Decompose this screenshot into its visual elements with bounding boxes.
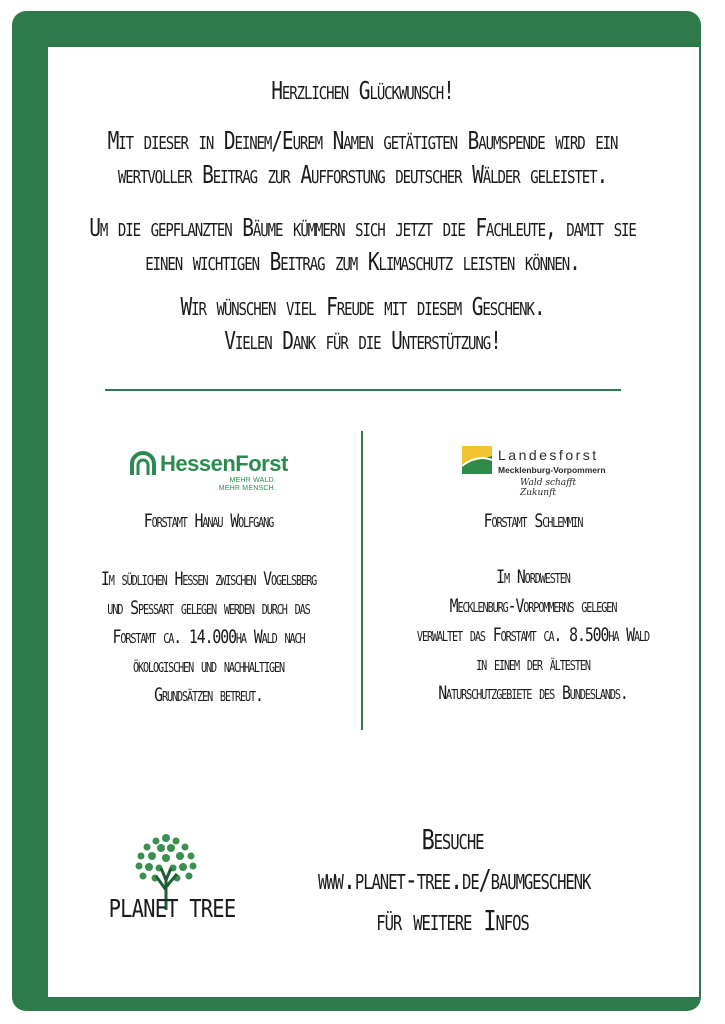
description-right-line-2: Mecklenburg-Vorpommerns gelegen — [449, 595, 617, 617]
landesforst-slogan: Wald schafft Zukunft — [520, 478, 577, 498]
intro-paragraph-3-line-1: Wir wünschen viel Freude mit diesem Geschenk. — [180, 292, 545, 321]
description-left-line-5: Grundsätzen betreut. — [154, 684, 263, 706]
intro-paragraph-1 — [0, 124, 725, 192]
description-left-line-1: Im südlichen Hessen zwischen Vogelsberg — [100, 568, 317, 590]
description-left-line-3: Forstamt ca. 14.000ha Wald nach — [112, 626, 305, 648]
visit-line-1: Besuche — [421, 823, 484, 856]
intro-paragraph-1-line-2: wertvoller Beitrag zur Aufforstung deutscher Wälder geleistet. — [117, 160, 608, 189]
intro-paragraph-2-line-1: Um die gepflanzten Bäume kümmern sich jetzt die Fachleute, damit sie — [89, 213, 636, 242]
intro-paragraph-3-line-2: Vielen Dank für die Unterstützung! — [224, 326, 501, 355]
description-left — [36, 565, 381, 710]
landesforst-logo — [462, 446, 612, 498]
intro-paragraph-2 — [0, 211, 725, 279]
visit-url-link[interactable]: www.planet-tree.de/baumgeschenk — [317, 863, 591, 896]
hessenforst-logo — [130, 449, 290, 493]
planet-tree-logo — [96, 832, 236, 924]
intro-paragraph-3 — [0, 290, 725, 358]
section-divider-horizontal — [105, 389, 621, 391]
forest-office-right: Forstamt Schlemmin — [483, 510, 583, 532]
intro-paragraph-2-line-2: einen wichtigen Beitrag zum Klimaschutz leisten können. — [145, 247, 580, 276]
description-right-line-4: in einem der ältesten — [476, 653, 590, 675]
hessenforst-tagline-1: MEHR WALD. — [229, 477, 276, 484]
intro-paragraph-1-line-1: Mit dieser in Deinem/Eurem Namen getätigten Baumspende wird ein — [107, 126, 618, 155]
description-right-line-3: verwaltet das Forstamt ca. 8.500ha Wald — [416, 624, 650, 646]
hessenforst-wordmark: HessenForst — [160, 451, 288, 476]
landesforst-emblem-icon — [462, 446, 492, 474]
visit-line-3: für weitere Infos — [376, 904, 529, 937]
description-right-line-5: Naturschutzgebiete des Bundeslands. — [438, 682, 628, 704]
planet-tree-wordmark: PLANET TREE — [108, 894, 236, 923]
description-left-line-4: ökologischen und nachhaltigen — [132, 655, 285, 677]
description-left-line-2: und Spessart gelegen werden durch das — [107, 597, 310, 619]
description-right — [363, 563, 703, 708]
forest-office-left: Forstamt Hanau Wolfgang — [143, 510, 274, 532]
description-right-line-1: Im Nordwesten — [496, 566, 570, 588]
hessenforst-arch-icon — [130, 451, 156, 477]
hessenforst-tagline-2: MEHR MENSCH. — [218, 485, 276, 492]
greeting-title: Herzlichen Glückwunsch! — [271, 76, 454, 105]
landesforst-wordmark: Landesforst — [498, 447, 599, 463]
landesforst-subtitle: Mecklenburg-Vorpommern — [498, 465, 606, 475]
